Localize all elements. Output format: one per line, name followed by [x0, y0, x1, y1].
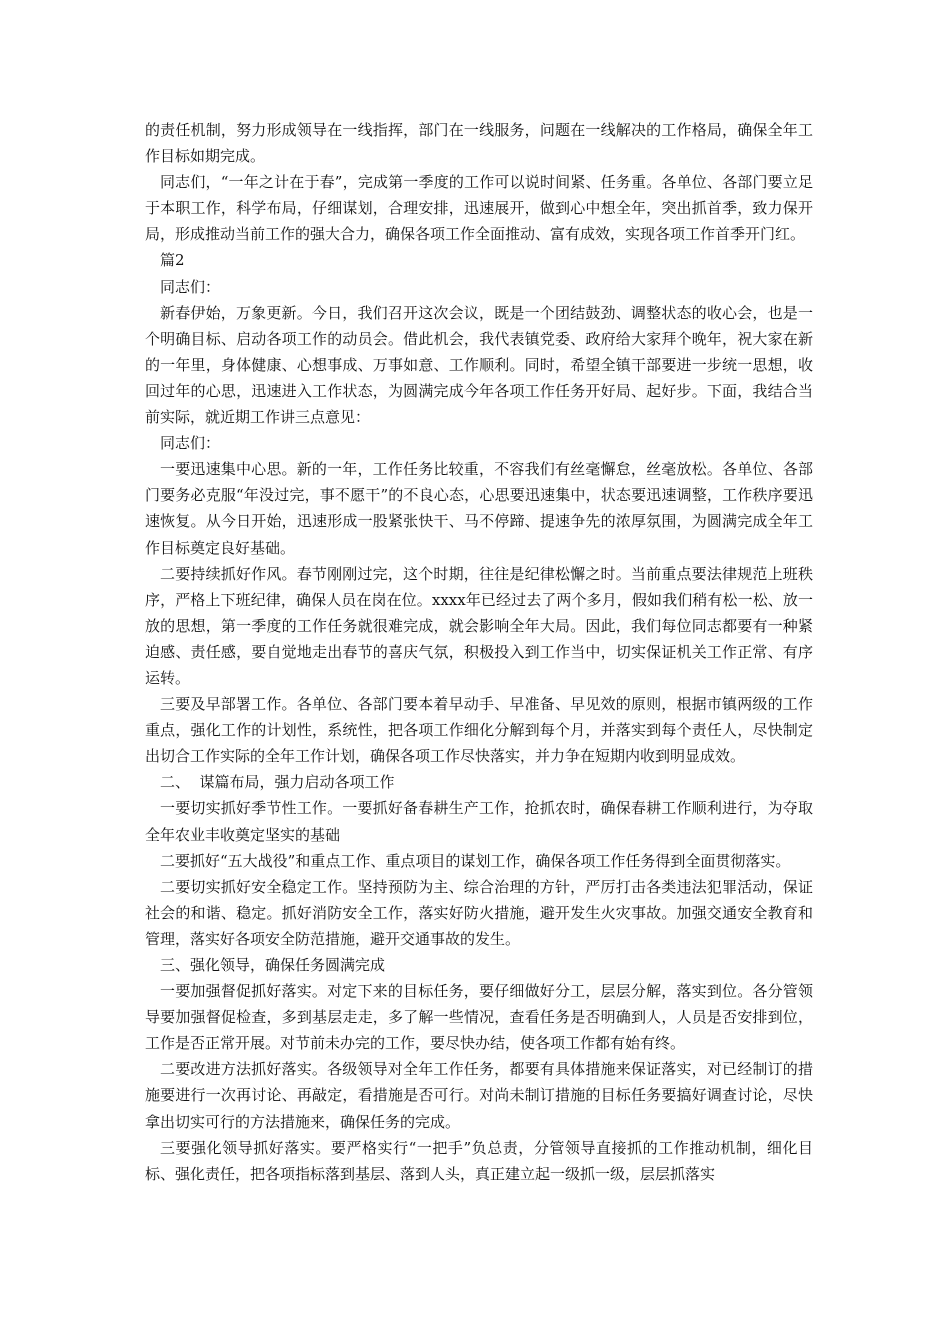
paragraph: 一要迅速集中心思。新的一年，工作任务比较重，不容我们有丝毫懈怠，丝毫放松。各单位、各部门要务必克服“年没过完，事不愿干”的不良心态，心思要迅速集中，状态要迅速调整，工作秩序要迅速恢复。从今日开始，迅速形成一股紧张快干、马不停蹄、提速争先的浓厚氛围，为圆满完成全年工作目标奠定良好基础。 — [145, 460, 813, 557]
paragraph: 新春伊始，万象更新。今日，我们召开这次会议，既是一个团结鼓劲、调整状态的收心会，也是一个明确目标、启动各项工作的动员会。借此机会，我代表镇党委、政府给大家拜个晚年，祝大家在新的一年里，身体健康、心想事成、万事如意、工作顺利。同时，希望全镇干部要进一步统一思想，收回过年的心思，迅速进入工作状态，为圆满完成今年各项工作任务开好局、起好步。下面，我结合当前实际，就近期工作讲三点意见： — [145, 303, 813, 427]
paragraph: 一要切实抓好季节性工作。一要抓好备春耕生产工作，抢抓农时，确保春耕工作顺利进行，为夺取全年农业丰收奠定坚实的基础 — [145, 799, 813, 844]
paragraph: 二要抓好“五大战役”和重点工作、重点项目的谋划工作，确保各项工作任务得到全面贯彻落实。 — [160, 851, 791, 870]
paragraph: 二要切实抓好安全稳定工作。坚持预防为主、综合治理的方针，严厉打击各类违法犯罪活动，保证社会的和谐、稳定。抓好消防安全工作，落实好防火措施，避开发生火灾事故。加强交通安全教育和管理，落实好各项安全防范措施，避开交通事故的发生。 — [145, 877, 813, 948]
paragraph: 三要及早部署工作。各单位、各部门要本着早动手、早准备、早见效的原则，根据市镇两级的工作重点，强化工作的计划性，系统性，把各项工作细化分解到每个月，并落实到每个责任人，尽快制定出切合工作实际的全年工作计划，确保各项工作尽快落实，并力争在短期内收到明显成效。 — [145, 695, 813, 766]
paragraph: 二要持续抓好作风。春节刚刚过完，这个时期，往往是纪律松懈之时。当前重点要法律规范上班秩序，严格上下班纪律，确保人员在岗在位。xxxx年已经过去了两个多月，假如我们稍有松一松、放一放的思想，第一季度的工作任务就很难完成，就会影响全年大局。因此，我们每位同志都要有一种紧迫感、责任感，要自觉地走出春节的喜庆气氛，积极投入到工作当中，切实保证机关工作正常、有序运转。 — [145, 564, 813, 687]
paragraph: 一要加强督促抓好落实。对定下来的目标任务，要仔细做好分工，层层分解，落实到位。各分管领导要加强督促检查，多到基层走走，多了解一些情况，查看任务是否明确到人，人员是否安排到位，工作是否正常开展。对节前未办完的工作，要尽快办结，使各项工作都有始有终。 — [145, 982, 813, 1053]
salutation: 同志们： — [160, 434, 221, 453]
paragraph: 的责任机制，努力形成领导在一线指挥，部门在一线服务，问题在一线解决的工作格局，确保全年工作目标如期完成。 — [145, 121, 813, 166]
paragraph: 二要改进方法抓好落实。各级领导对全年工作任务，都要有具体措施来保证落实，对已经制订的措施要进行一次再讨论、再敲定，看措施是否可行。对尚未制订措施的目标任务要搞好调查讨论，尽快拿出切实可行的方法措施来，确保任务的完成。 — [145, 1060, 813, 1131]
document-page — [145, 117, 813, 1187]
paragraph: 三要强化领导抓好落实。要严格实行“一把手”负总责，分管领导直接抓的工作推动机制，细化目标、强化责任，把各项指标落到基层、落到人头，真正建立起一级抓一级，层层抓落实 — [145, 1138, 813, 1183]
section-heading: 二、 谋篇布局，强力启动各项工作 — [160, 773, 395, 792]
paragraph: 同志们，“一年之计在于春”，完成第一季度的工作可以说时间紧、任务重。各单位、各部门要立足于本职工作，科学布局，仔细谋划，合理安排，迅速展开，做到心中想全年，突出抓首季，致力保开局，形成推动当前工作的强大合力，确保各项工作全面推动、富有成效，实现各项工作首季开门红。 — [145, 173, 813, 244]
section-heading: 三、强化领导，确保任务圆满完成 — [160, 956, 386, 974]
section-heading: 篇2 — [160, 251, 185, 270]
salutation: 同志们： — [160, 277, 221, 296]
